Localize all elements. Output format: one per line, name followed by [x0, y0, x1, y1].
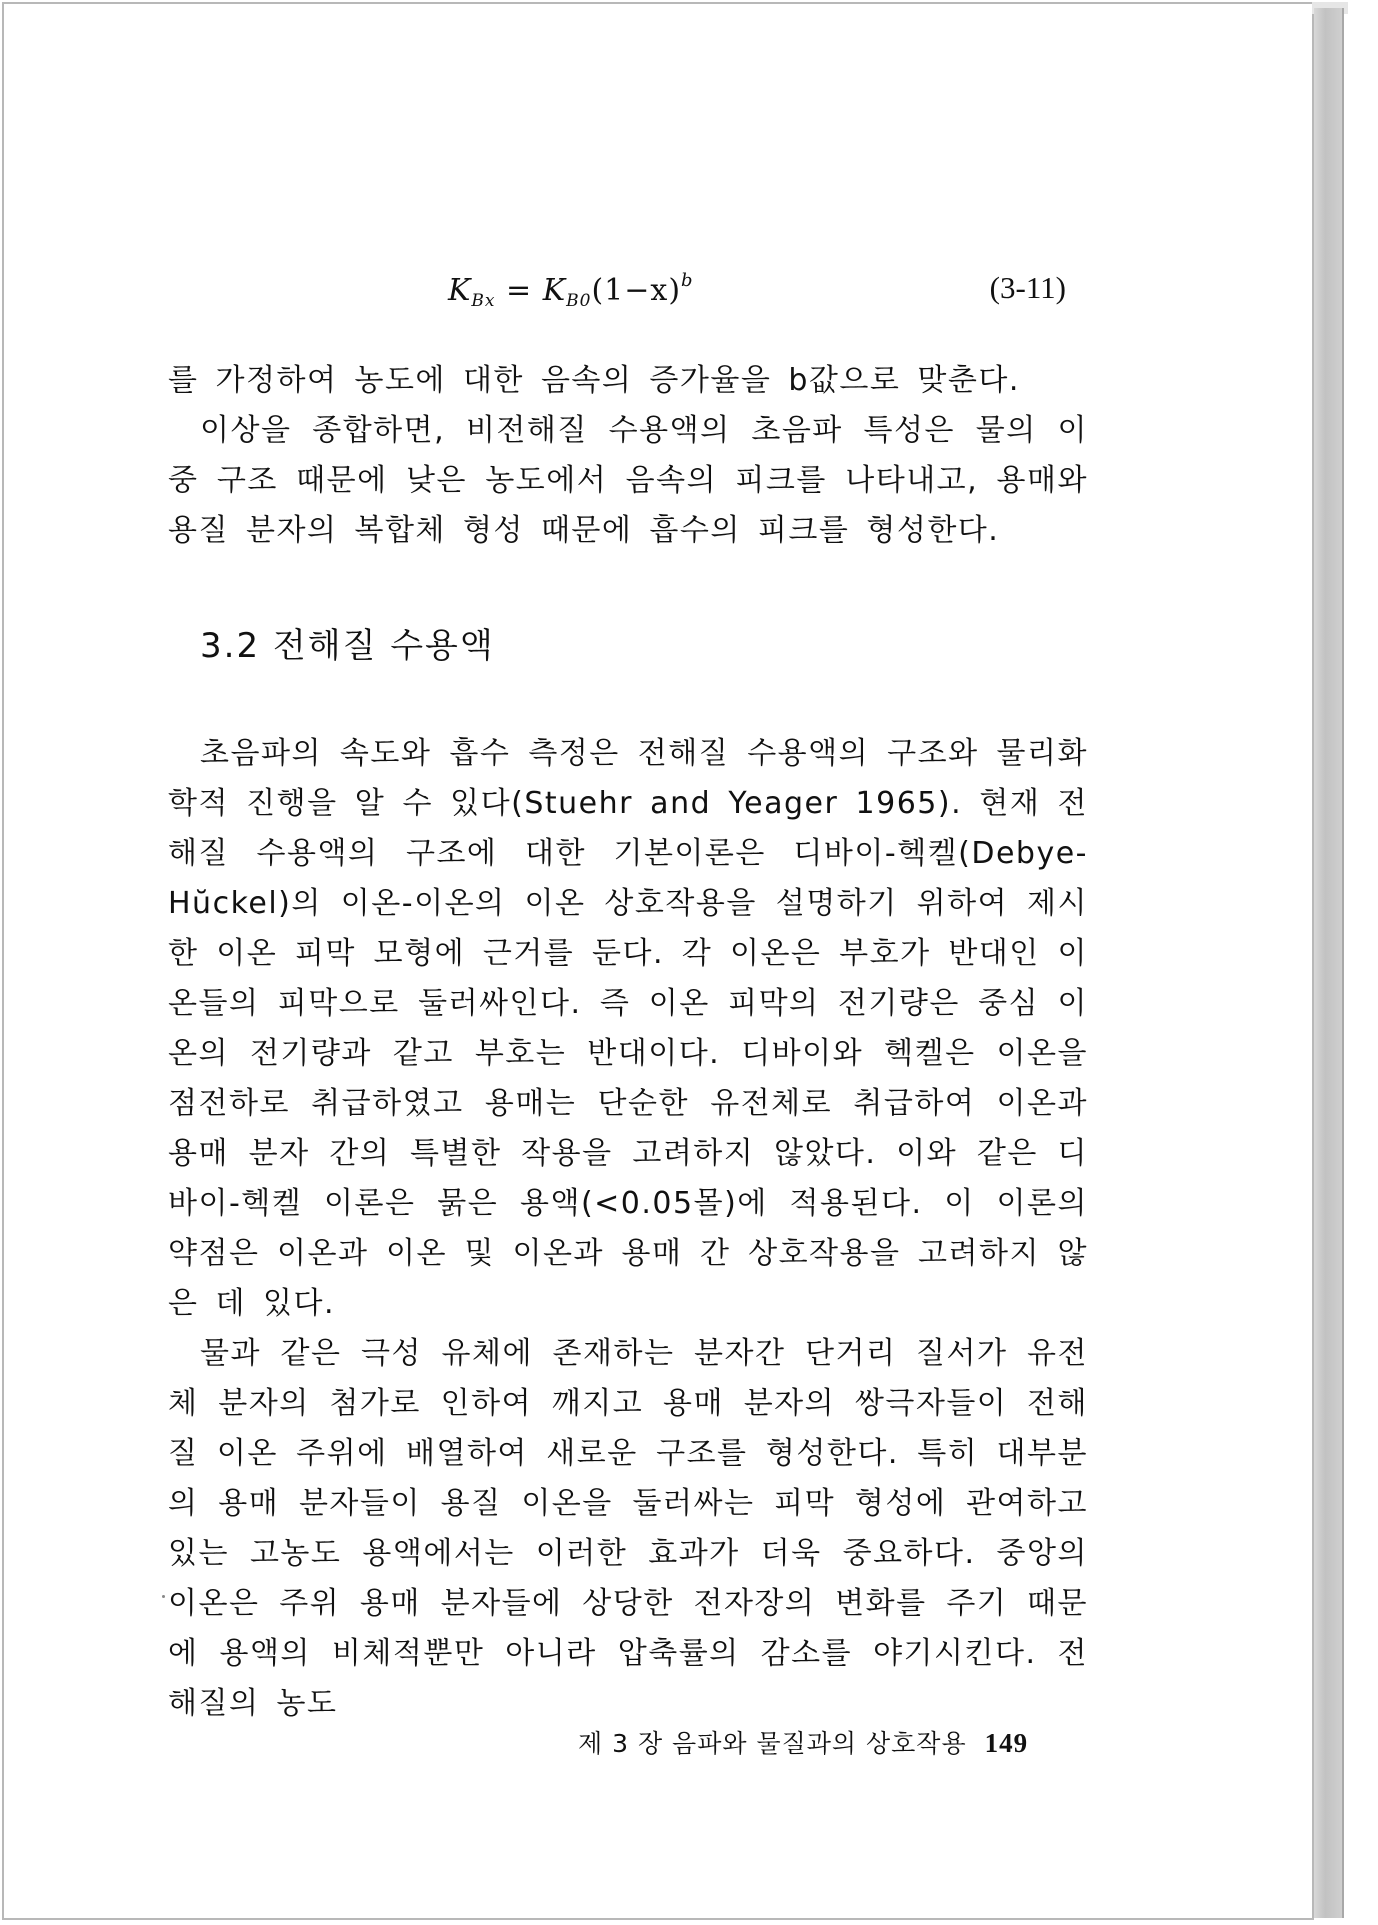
- paragraph-summary: 이상을 종합하면, 비전해질 수용액의 초음파 특성은 물의 이중 구조 때문에 낮은 농도에서 음속의 피크를 나타내고, 용매와 용질 분자의 복합체 형성 때문에 흡수의 피크를 형성한다.: [168, 413, 1088, 548]
- page-number: 149: [984, 1728, 1029, 1758]
- paragraph-body-1: 초음파의 속도와 흡수 측정은 전해질 수용액의 구조와 물리화학적 진행을 알 수 있다(Stuehr and Yeager 1965). 현재 전해질 수용액의 구조에 대한 기본이론은 디바이-헥켈(Debye-Hŭckel)의 이온-이온의 이온 상호작용을 설명하기 위하여 제시한 이온 피막 모형에 근거를 둔다. 각 이온은 부호가 반대인 이온들의 피막으로 둘러싸인다. 즉 이온 피막의 전기량은 중심 이온의 전기량과 같고 부호는 반대이다. 디바이와 헥켈은 이온을 점전하로 취급하였고 용매는 단순한 유전체로 취급하여 이온과 용매 분자 간의 특별한 작용을 고려하지 않았다. 이와 같은 디바이-헥켈 이론은 묽은 용액(<0.05몰)에 적용된다. 이 이론의 약점은 이온과 이온 및 이온과 용매 간 상호작용을 고려하지 않은 데 있다.: [168, 736, 1088, 1321]
- paragraph-body-2: 물과 같은 극성 유체에 존재하는 분자간 단거리 질서가 유전체 분자의 첨가로 인하여 깨지고 용매 분자의 쌍극자들이 전해질 이온 주위에 배열하여 새로운 구조를 형성한다. 특히 대부분의 용매 분자들이 용질 이온을 둘러싸는 피막 형성에 관여하고 있는 고농도 용액에서는 이러한 효과가 더욱 중요하다. 중앙의 이온은 주위 용매 분자들에 상당한 전자장의 변화를 주기 때문에 용액의 비체적뿐만 아니라 압축률의 감소를 야기시킨다. 전해질의 농도: [168, 1336, 1088, 1721]
- section-heading: 3.2 전해질 수용액: [200, 626, 495, 666]
- scan-speck: [162, 1595, 165, 1598]
- equation: [448, 270, 694, 311]
- running-footer: [578, 1724, 1028, 1760]
- footer-chapter-title: 제 3 장 음파와 물질과의 상호작용: [578, 1729, 967, 1758]
- paragraph-continuation: 를 가정하여 농도에 대한 음속의 증가율을 b값으로 맞춘다.: [168, 363, 1020, 398]
- equation-rhs-exponent: b: [681, 270, 694, 291]
- page-content: [168, 270, 1088, 1729]
- equation-lhs-symbol: K: [448, 273, 472, 308]
- equation-lhs-subscript: Bx: [471, 291, 496, 311]
- equation-rhs-subscript: B0: [566, 291, 592, 311]
- equation-row: [168, 270, 1088, 318]
- equation-equals: =: [495, 273, 543, 308]
- page-stack-edge: [1314, 8, 1344, 1918]
- equation-rhs-symbol: K: [542, 273, 567, 308]
- equation-rhs-body: (1−x): [591, 273, 682, 308]
- equation-number: (3-11): [989, 270, 1066, 305]
